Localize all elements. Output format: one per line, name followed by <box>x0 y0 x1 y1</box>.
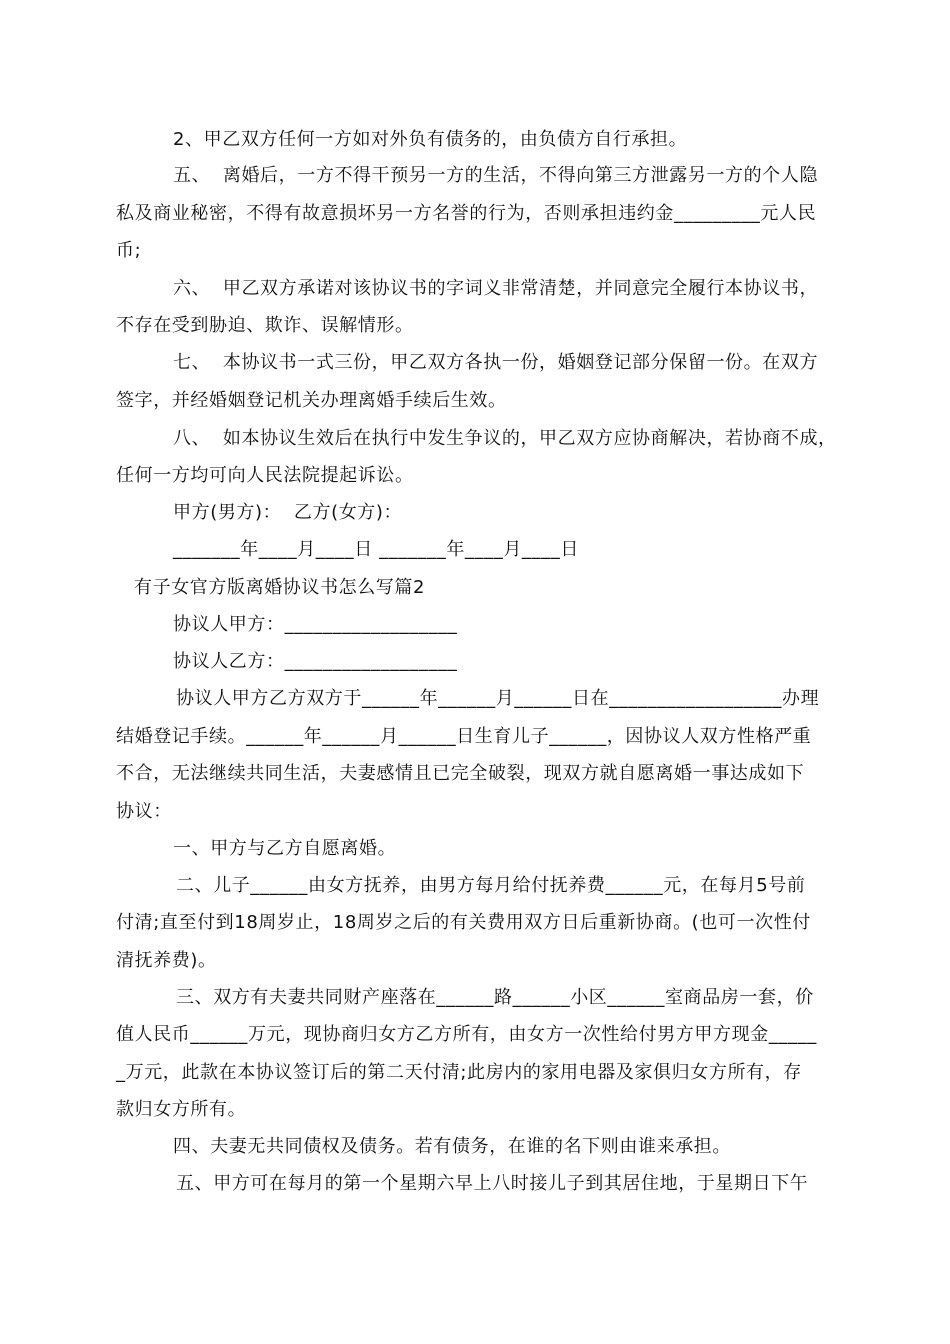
clause-5-line-1: 五、 离婚后，一方不得干预另一方的生活，不得向第三方泄露另一方的个人隐 <box>173 165 819 186</box>
article-2-line-1: 二、儿子______由女方抚养，由男方每月给付抚养费______元，在每月5号前 <box>176 875 806 896</box>
intro-line-2: 结婚登记手续。______年______月______日生育儿子______，因协议人双方性格严重 <box>116 726 812 747</box>
clause-6-line-2: 不存在受到胁迫、欺诈、误解情形。 <box>116 315 414 336</box>
clause-debt-text: 2、甲乙双方任何一方如对外负有债务的，由负债方自行承担。 <box>173 129 688 150</box>
article-4: 四、夫妻无共同债权及债务。若有债务，在谁的名下则由谁来承担。 <box>173 1136 731 1157</box>
article-3-line-1: 三、双方有夫妻共同财产座落在______路______小区______室商品房一套，价 <box>176 987 814 1008</box>
clause-7-line-2: 签字，并经婚姻登记机关办理离婚手续后生效。 <box>116 390 507 411</box>
clause-5-line-3: 币; <box>116 240 142 261</box>
article-3-line-3: _万元，此款在本协议签订后的第二天付清;此房内的家用电器及家俱归女方所有，存 <box>116 1062 802 1083</box>
clause-6-line-1: 六、 甲乙双方承诺对该协议书的字词义非常清楚，并同意完全履行本协议书， <box>173 278 819 299</box>
section-title: 有子女官方版离婚协议书怎么写篇2 <box>134 577 426 598</box>
clause-8-line-2: 任何一方均可向人民法院提起诉讼。 <box>116 465 414 486</box>
intro-line-4: 协议： <box>116 801 172 822</box>
intro-line-1: 协议人甲方乙方双方于______年______月______日在__________________办理 <box>176 688 820 709</box>
article-1: 一、甲方与乙方自愿离婚。 <box>173 838 397 859</box>
article-5-line-1: 五、甲方可在每月的第一个星期六早上八时接儿子到其居住地，于星期日下午 <box>176 1173 809 1194</box>
article-3-line-4: 款归女方所有。 <box>116 1099 247 1120</box>
article-2-line-3: 清抚养费)。 <box>116 950 217 971</box>
clause-7-line-1: 七、 本协议书一式三份，甲乙双方各执一份，婚姻登记部分保留一份。在双方 <box>173 352 819 373</box>
clause-5-line-2: 私及商业秘密，不得有故意损坏另一方名誉的行为，否则承担违约金_________元人民 <box>116 203 817 224</box>
intro-line-3: 不合，无法继续共同生活，夫妻感情且已完全破裂，现双方就自愿离婚一事达成如下 <box>116 763 805 784</box>
party-a-field: 协议人甲方：__________________ <box>173 614 458 635</box>
signature-dates: _______年____月____日 _______年____月____日 <box>173 539 579 560</box>
clause-8-line-1: 八、 如本协议生效后在执行中发生争议的，甲乙双方应协商解决，若协商不成， <box>173 428 837 449</box>
article-3-line-2: 值人民币______万元，现协商归女方乙方所有，由女方一次性给付男方甲方现金_____ <box>116 1024 817 1045</box>
signature-parties: 甲方(男方)： 乙方(女方)： <box>173 502 403 523</box>
party-b-field: 协议人乙方：__________________ <box>173 651 458 672</box>
article-2-line-2: 付清;直至付到18周岁止，18周岁之后的有关费用双方日后重新协商。(也可一次性付 <box>116 912 811 933</box>
